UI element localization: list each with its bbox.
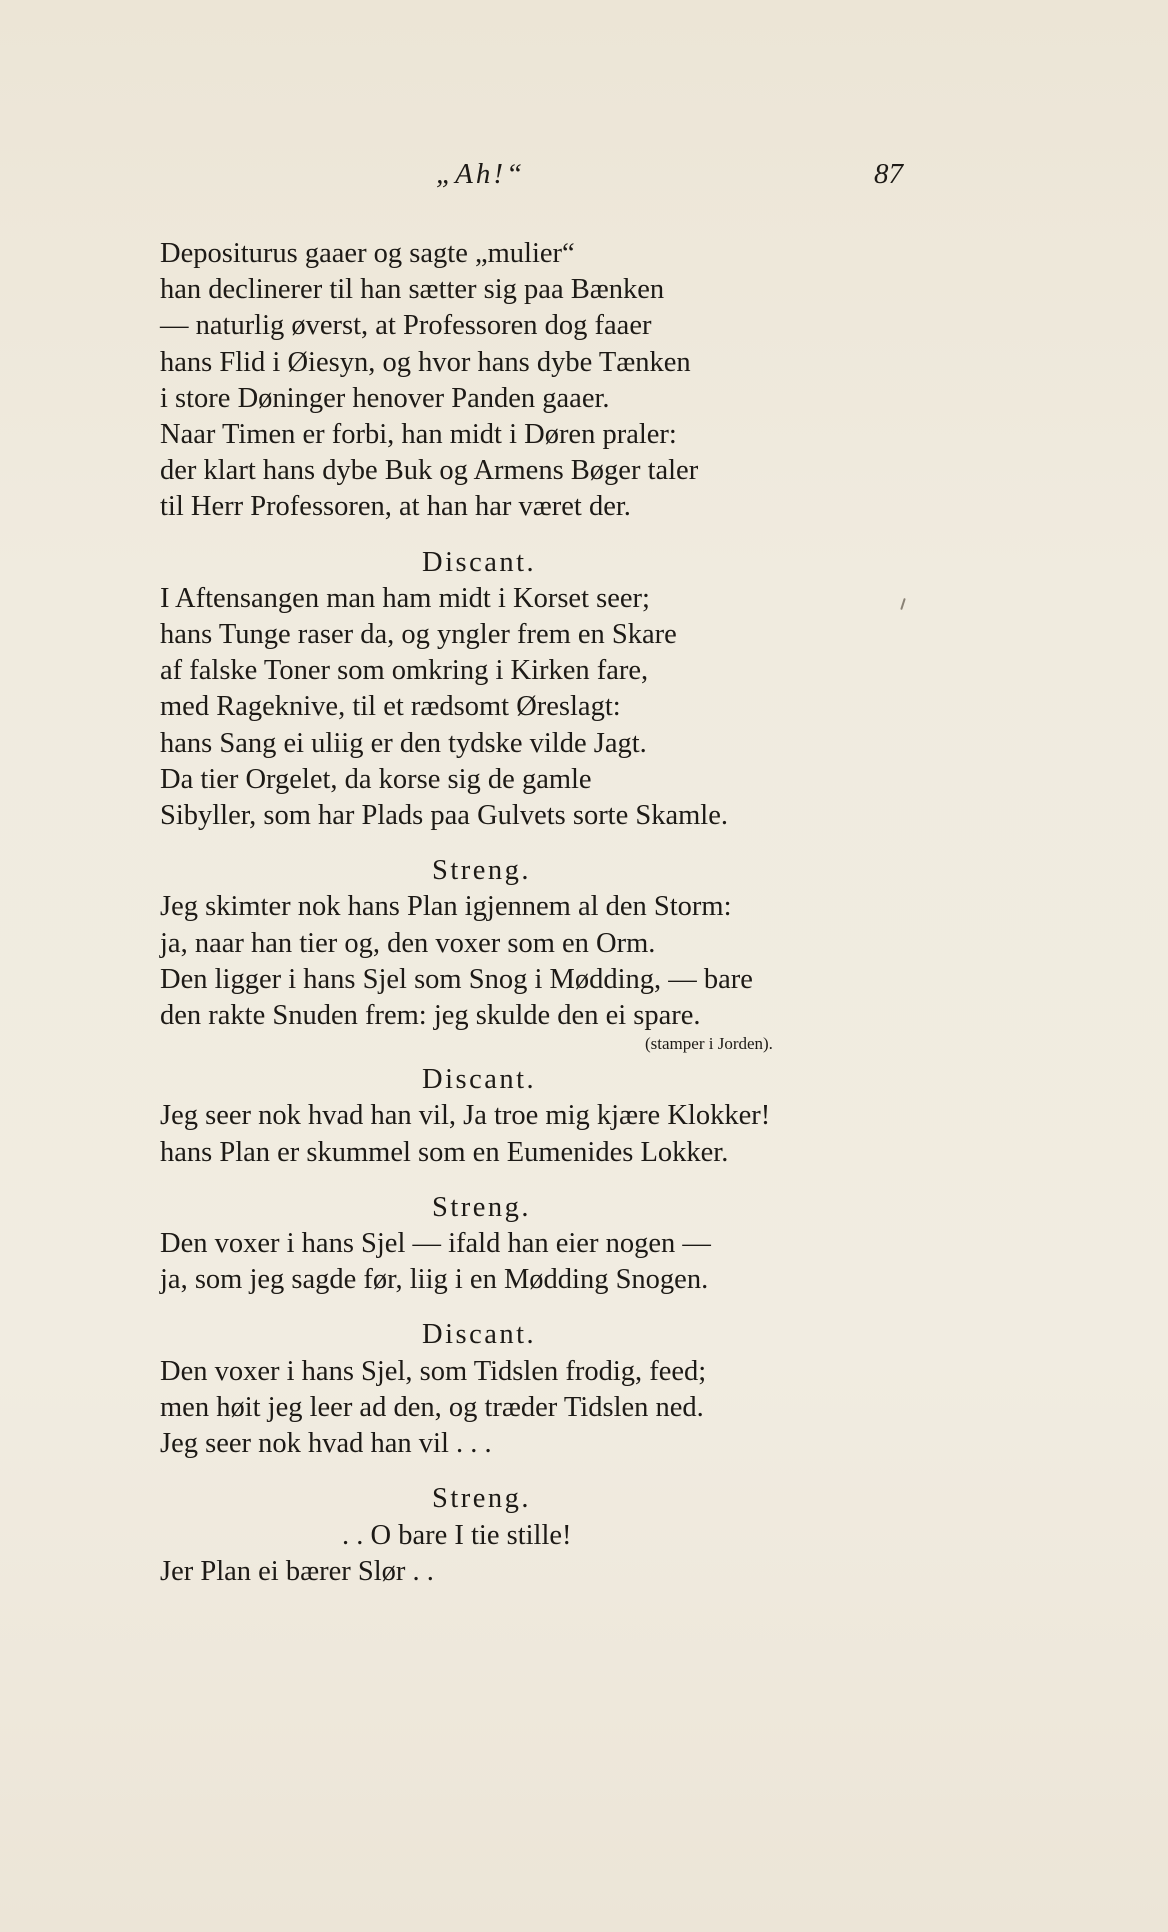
passage-1 (160, 236, 1020, 526)
verse-line: hans Tunge raser da, og yngler frem en Skare (160, 619, 677, 651)
verse-line: hans Plan er skummel som en Eumenides Lokker. (160, 1136, 729, 1168)
verse-line: . . O bare I tie stille! (342, 1519, 572, 1551)
speaker-name: Streng. (432, 855, 532, 887)
verse-line: hans Sang ei uliig er den tydske vilde Jagt. (160, 727, 647, 759)
verse-line: af falske Toner som omkring i Kirken fare, (160, 655, 649, 687)
passage-5 (160, 1226, 1020, 1298)
stage-direction: (stamper i Jorden). (645, 1034, 773, 1054)
verse-line: den rakte Snuden frem: jeg skulde den ei spare. (160, 1000, 701, 1032)
verse-line: til Herr Professoren, at han har været der. (160, 491, 631, 523)
verse-line: Depositurus gaaer og sagte „mulier“ (160, 238, 575, 269)
verse-line: Sibyller, som har Plads paa Gulvets sorte Skamle. (160, 800, 728, 832)
verse-line: Den voxer i hans Sjel — ifald han eier nogen — (160, 1228, 711, 1260)
verse-line: i store Døninger henover Panden gaaer. (160, 382, 610, 414)
page-number: 87 (874, 158, 903, 190)
verse-line: Jer Plan ei bærer Slør . . (160, 1555, 434, 1587)
verse-line: — naturlig øverst, at Professoren dog faaer (160, 310, 652, 342)
passage-6 (160, 1354, 1020, 1463)
verse-line: men høit jeg leer ad den, og træder Tidslen ned. (160, 1391, 704, 1423)
speaker-name: Discant. (422, 546, 537, 578)
verse-line: hans Flid i Øiesyn, og hvor hans dybe Tænken (160, 346, 691, 378)
verse-line: Naar Timen er forbi, han midt i Døren praler: (160, 419, 677, 451)
verse-line: ja, som jeg sagde før, liig i en Mødding Snogen. (160, 1264, 709, 1296)
verse-line: der klart hans dybe Buk og Armens Bøger taler (160, 455, 699, 487)
passage-4 (160, 1098, 1020, 1170)
verse-line: Den voxer i hans Sjel, som Tidslen frodig, feed; (160, 1355, 707, 1387)
verse-line: Jeg seer nok hvad han vil . . . (160, 1428, 492, 1460)
verse-line: han declinerer til han sætter sig paa Bænken (160, 274, 665, 306)
passage-3 (160, 889, 1020, 1034)
speaker-name: Streng. (432, 1191, 532, 1223)
running-head-title: „Ah!“ (436, 158, 526, 190)
verse-line: Da tier Orgelet, da korse sig de gamle (160, 763, 592, 795)
verse-line: ja, naar han tier og, den voxer som en Orm. (160, 927, 656, 959)
speaker-name: Discant. (422, 1319, 537, 1351)
passage-2 (160, 581, 1020, 834)
speaker-name: Streng. (432, 1483, 532, 1515)
speaker-name: Discant. (422, 1064, 537, 1096)
verse-line: med Rageknive, til et rædsomt Øreslagt: (160, 691, 621, 723)
verse-line: Den ligger i hans Sjel som Snog i Mødding, — bare (160, 963, 753, 995)
passage-7 (160, 1518, 1020, 1590)
verse-line: Jeg skimter nok hans Plan igjennem al den Storm: (160, 891, 732, 923)
verse-text (160, 236, 1020, 1590)
verse-line: Jeg seer nok hvad han vil, Ja troe mig kjære Klokker! (160, 1100, 771, 1132)
verse-line: I Aftensangen man ham midt i Korset seer; (160, 582, 650, 614)
